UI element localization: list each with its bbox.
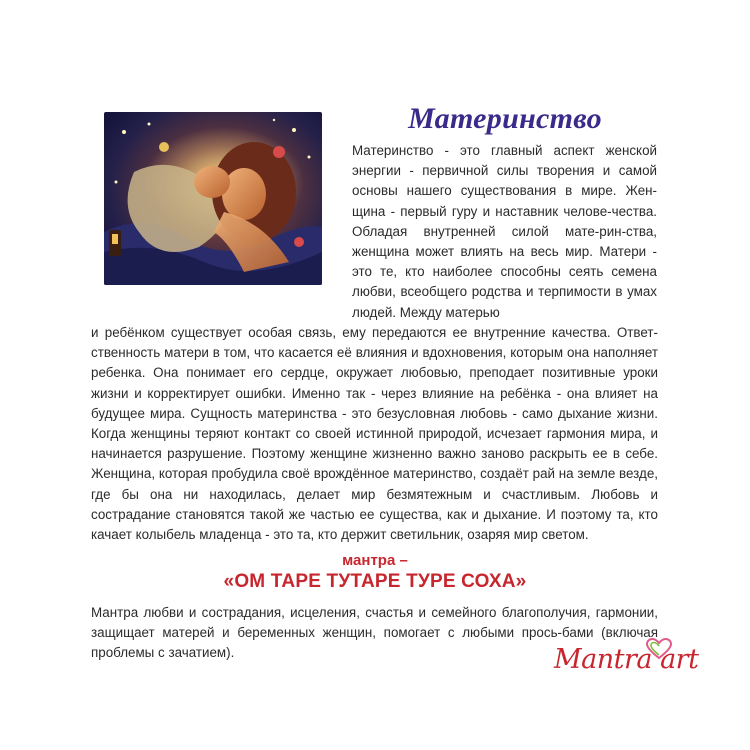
body-paragraph: и ребёнком существует особая связь, ему передаются ее внутренние качества. Ответ-ственность матери в том, что касается её влияния и вдохновения, которым она наполняет ребенка. Она понимает его сердце, окружает любовью, преподает позитивные уроки жизни и корректирует ошибки. Именно так - через влияние на ребёнка - она влияет на будущее мира. Сущность материнства - это безусловная любовь - само дыхание жизни. Когда женщины теряют контакт со своей истинной природой, исчезает гармония мира, и начинается разрушение. Поэтому женщине жизненно важно заново раскрыть ее в себе. Женщина, которая пробудила своё врождённое материнство, создаёт рай на земле везде, где бы она ни находилась, делает мир безмятежным и счастливым. Любовь и сострадание становятся такой же частью ее существа, как и дыхание. И поэтому та, кто качает колыбель младенца - это та, кто держит светильник, озаряя мир светом.: [91, 325, 658, 543]
mantra-text: «ОМ ТАРЕ ТУТАРЕ ТУРЕ СОХА»: [223, 571, 527, 592]
intro-paragraph: Материнство - это главный аспект женской энергии - первичной силы творения и самой основы нашего существования в мире. Жен-щина - первый гуру и наставник челове-чества. Обладая внутренней силой мате-рин-ства, женщина может влиять на весь мир. Матери - это те, кто наиболее способны сеять семена любви, всеобщего родства и терпимости в умах людей. Между матерью: [352, 143, 657, 320]
page-title: Материнство: [408, 102, 602, 135]
mantra-label: мантра –: [342, 552, 408, 569]
mantra-art-logo: [548, 638, 699, 686]
heart-icon: [646, 638, 672, 660]
mother-and-child-painting: [104, 112, 322, 285]
mantra-description: Мантра любви и сострадания, исцеления, счастья и семейного благополучия, гармонии, защищает матерей и беременных женщин, помогает с любыми прось-бами (включая проблемы с зачатием).: [91, 605, 658, 661]
logo-text: Mantra art: [554, 644, 699, 675]
